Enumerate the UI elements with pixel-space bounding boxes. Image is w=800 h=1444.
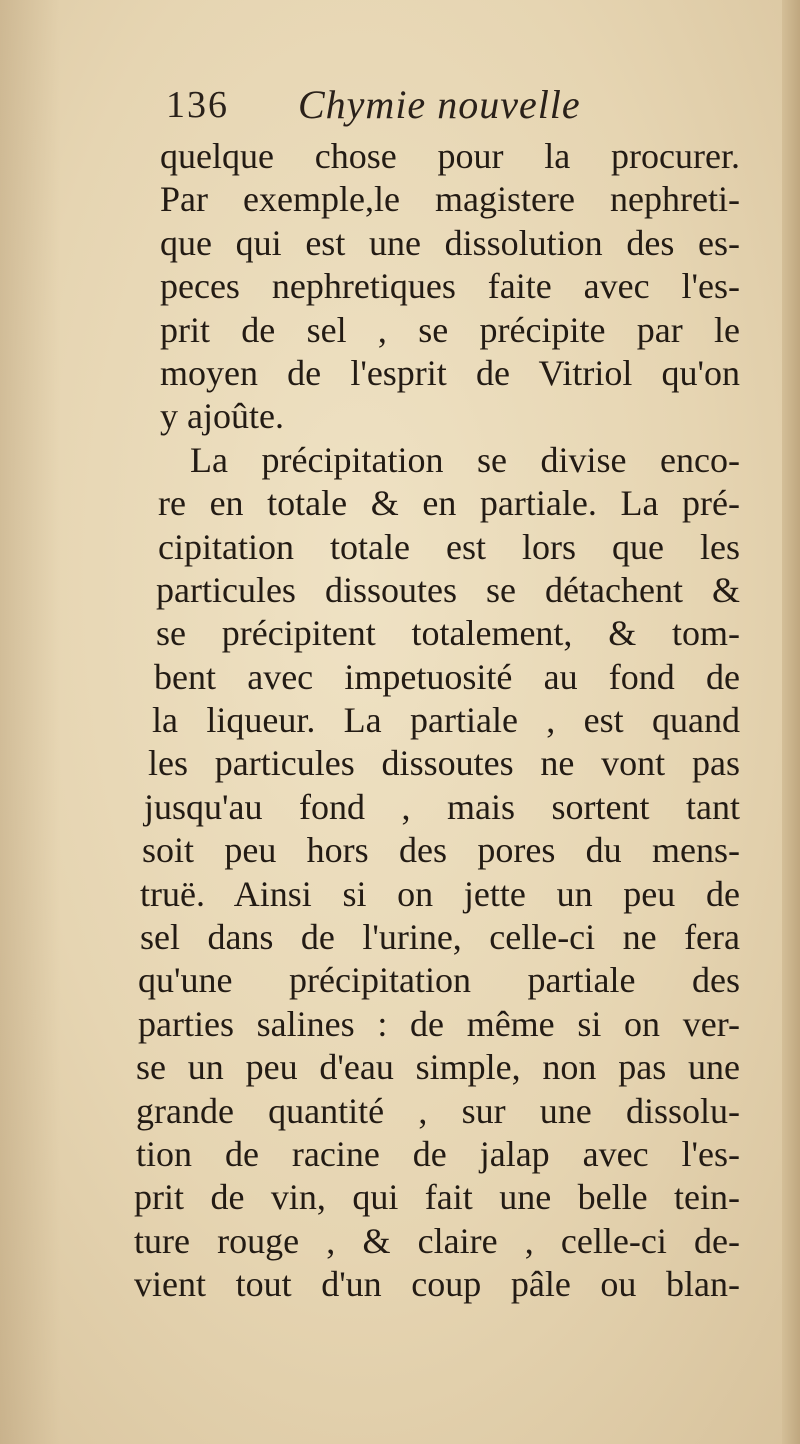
text-line: les particules dissoutes ne vont pas: [148, 743, 740, 784]
text-line: La précipitation se divise enco-: [190, 439, 740, 480]
text-line: ture rouge , & claire , celle-ci de-: [134, 1220, 740, 1261]
text-line: la liqueur. La partiale , est quand: [152, 700, 740, 741]
text-line: Par exemple,le magistere nephreti-: [160, 179, 740, 220]
gutter-shadow: [0, 0, 60, 1444]
text-line: soit peu hors des pores du mens-: [142, 830, 740, 871]
text-line: grande quantité , sur une dissolu-: [136, 1090, 740, 1131]
page-header: [166, 80, 766, 140]
page-number: 136: [166, 84, 229, 126]
text-line: truë. Ainsi si on jette un peu de: [140, 873, 740, 914]
text-line: bent avec impetuosité au fond de: [154, 656, 740, 697]
text-line: moyen de l'esprit de Vitriol qu'on: [160, 352, 740, 393]
text-line: vient tout d'un coup pâle ou blan-: [134, 1264, 740, 1305]
page-edge: [782, 0, 800, 1444]
text-line: y ajoûte.: [160, 396, 284, 437]
text-line: re en totale & en partiale. La pré-: [158, 483, 740, 524]
text-line: se précipitent totalement, & tom-: [156, 613, 740, 654]
text-line: sel dans de l'urine, celle-ci ne fera: [140, 917, 740, 958]
text-line: prit de vin, qui fait une belle tein-: [134, 1177, 740, 1218]
text-line: tion de racine de jalap avec l'es-: [136, 1133, 740, 1174]
body-text: [130, 135, 740, 1307]
text-line: peces nephretiques faite avec l'es-: [160, 266, 740, 307]
running-head: Chymie nouvelle: [298, 82, 581, 127]
text-line: quelque chose pour la procurer.: [160, 136, 740, 176]
text-line: cipitation totale est lors que les: [158, 526, 740, 567]
text-line: prit de sel , se précipite par le: [160, 309, 740, 350]
text-line: particules dissoutes se détachent &: [156, 569, 740, 610]
text-line: qu'une précipitation partiale des: [138, 960, 740, 1001]
text-line: que qui est une dissolution des es-: [160, 222, 740, 263]
text-line: parties salines : de même si on ver-: [138, 1003, 740, 1044]
text-line: jusqu'au fond , mais sortent tant: [144, 786, 740, 827]
text-line: se un peu d'eau simple, non pas une: [136, 1047, 740, 1088]
